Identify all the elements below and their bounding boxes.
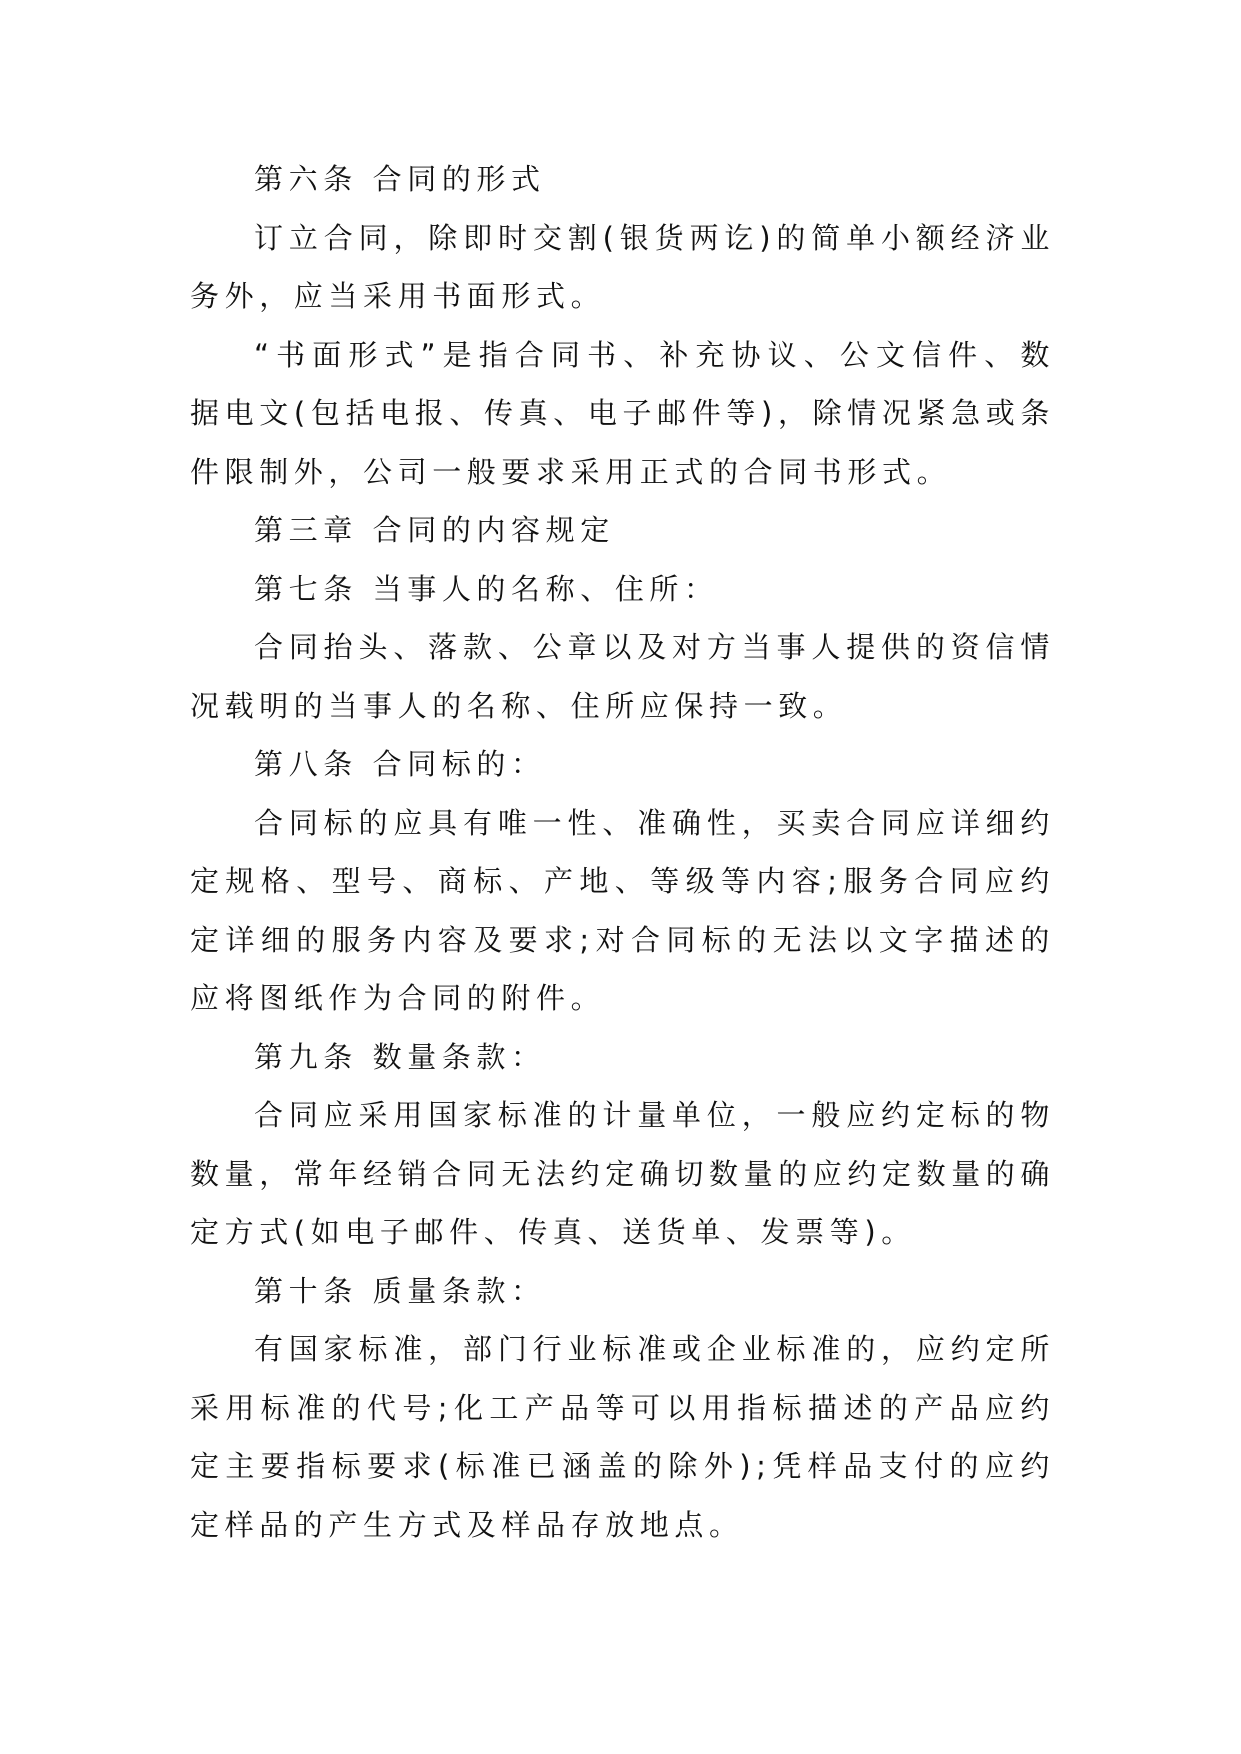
article-6-heading: 第六条 合同的形式 bbox=[254, 162, 546, 196]
article-6-paragraph-1: 订立合同，除即时交割(银货两讫)的简单小额经济业务外，应当采用书面形式。 bbox=[190, 220, 1055, 313]
article-10-paragraph: 有国家标准，部门行业标准或企业标准的，应约定所采用标准的代号;化工产品等可以用指标描述的产品应约定主要指标要求(标准已涵盖的除外);凭样品支付的应约定样品的产生方式及样品存放地点。 bbox=[190, 1332, 1055, 1542]
article-7-paragraph: 合同抬头、落款、公章以及对方当事人提供的资信情况载明的当事人的名称、住所应保持一致。 bbox=[190, 630, 1055, 723]
article-10-heading: 第十条 质量条款： bbox=[254, 1273, 546, 1308]
article-8-heading: 第八条 合同标的： bbox=[254, 747, 546, 781]
article-8-paragraph: 合同标的应具有唯一性、准确性，买卖合同应详细约定规格、型号、商标、产地、等级等内容;服务合同应约定详细的服务内容及要求;对合同标的无法以文字描述的应将图纸作为合同的附件。 bbox=[190, 805, 1055, 1015]
document-page bbox=[190, 150, 1055, 1554]
article-7-heading: 第七条 当事人的名称、住所： bbox=[254, 571, 719, 606]
article-9-heading: 第九条 数量条款： bbox=[254, 1039, 546, 1074]
article-6-paragraph-2: “书面形式”是指合同书、补充协议、公文信件、数据电文(包括电报、传真、电子邮件等)，除情况紧急或条件限制外，公司一般要求采用正式的合同书形式。 bbox=[190, 337, 1055, 489]
chapter-3-heading: 第三章 合同的内容规定 bbox=[254, 513, 615, 547]
article-9-paragraph: 合同应采用国家标准的计量单位，一般应约定标的物数量，常年经销合同无法约定确切数量的应约定数量的确定方式(如电子邮件、传真、送货单、发票等)。 bbox=[190, 1098, 1056, 1249]
